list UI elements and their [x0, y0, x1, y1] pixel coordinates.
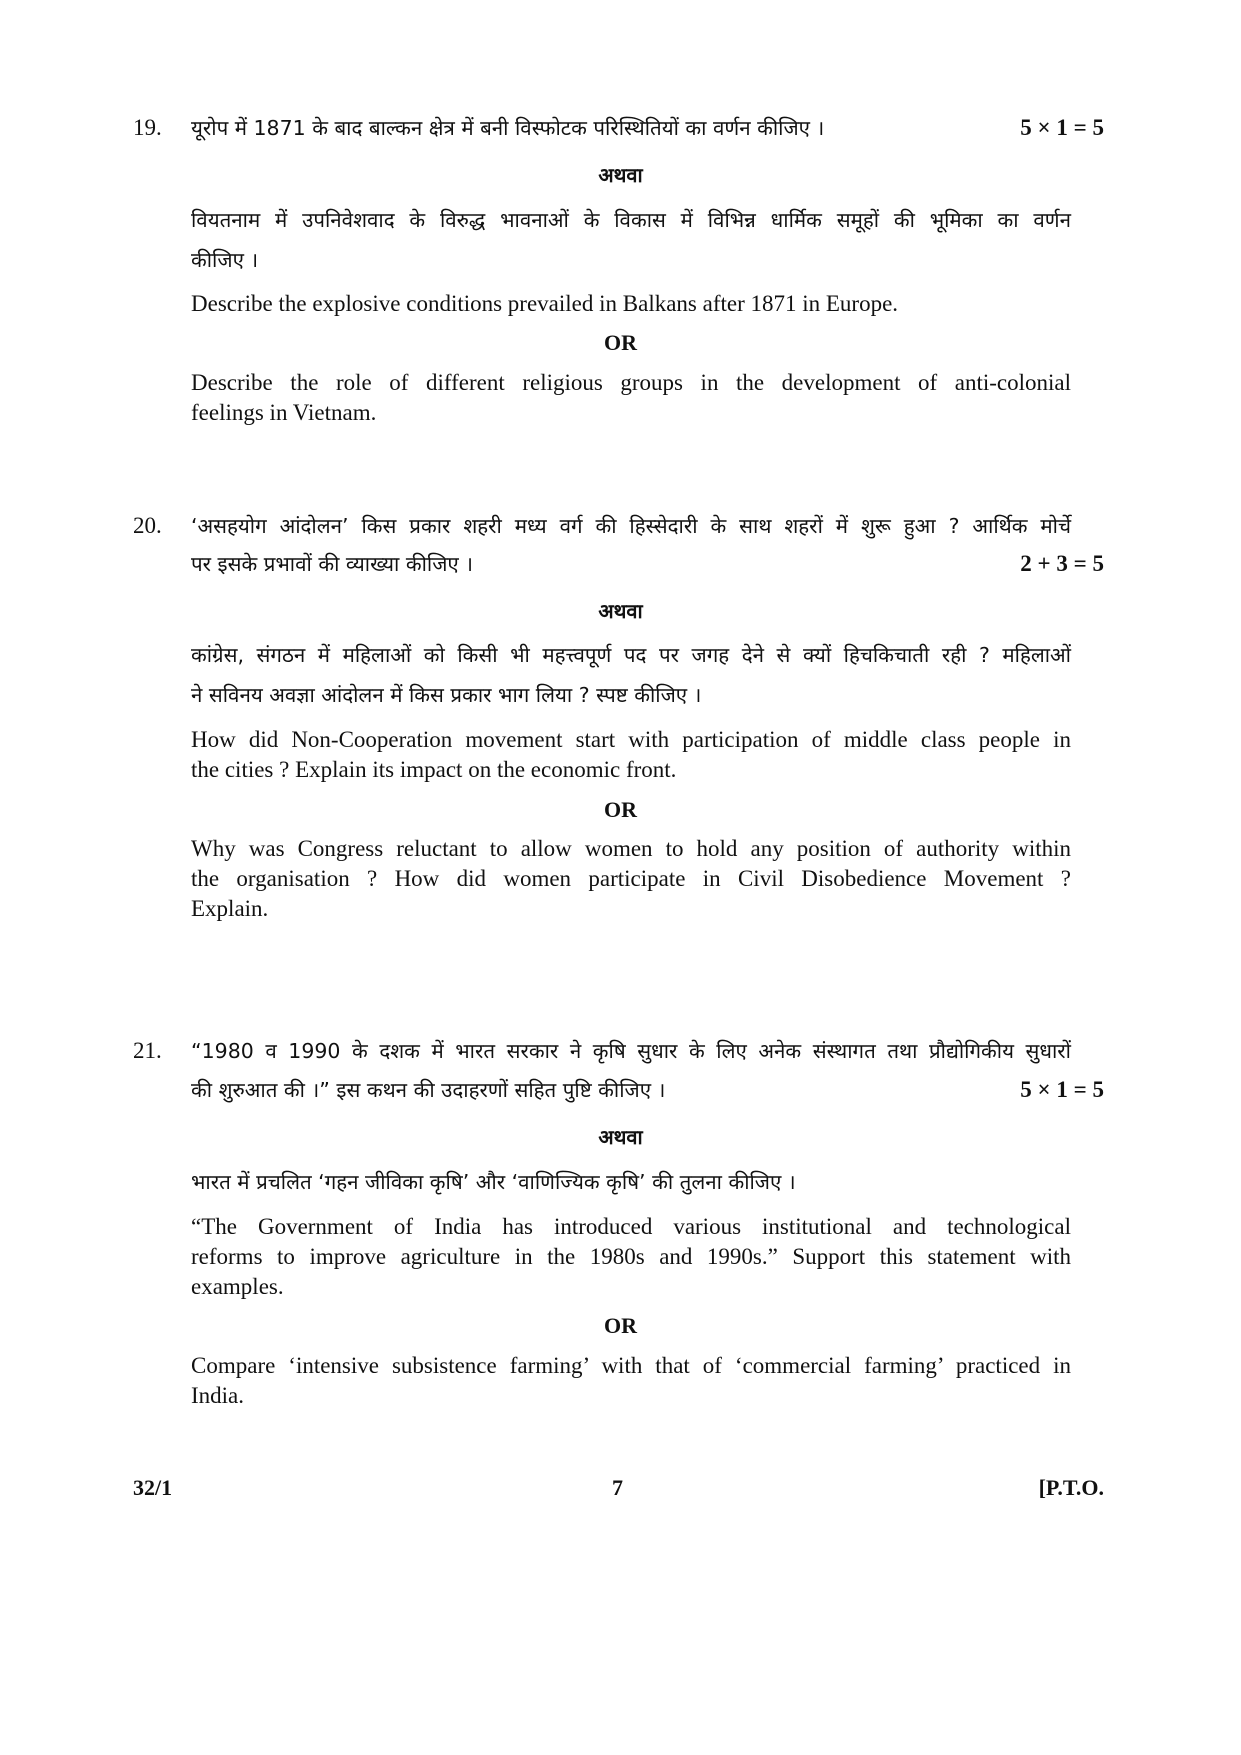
marks-allocation: 5 × 1 = 5 — [1020, 115, 1104, 140]
hindi-question-line: पर इसके प्रभावों की व्याख्या कीजिए । — [191, 552, 474, 576]
please-turn-over: [P.T.O. — [1038, 1475, 1104, 1500]
hindi-question-line: की शुरुआत की ।” इस कथन की उदाहरणों सहित पुष्टि कीजिए । — [191, 1078, 666, 1102]
question-number: 21. — [133, 1038, 162, 1063]
hindi-question-line: यूरोप में 1871 के बाद बाल्कन क्षेत्र में बनी विस्फोटक परिस्थितियों का वर्णन कीजिए । — [191, 116, 825, 140]
english-question-line: How did Non-Cooperation movement start with participation of middle class people in — [191, 727, 1071, 752]
or-divider-english: OR — [604, 1313, 637, 1338]
english-alternative-line: India. — [191, 1383, 245, 1408]
or-divider-english: OR — [604, 330, 637, 355]
hindi-alternative-line: वियतनाम में उपनिवेशवाद के विरुद्ध भावनाओं के विकास में विभिन्न धार्मिक समूहों की भूमिका का वर्णन — [191, 208, 1071, 232]
english-question-line: the cities ? Explain its impact on the economic front. — [191, 757, 677, 782]
or-divider-hindi: अथवा — [598, 163, 643, 187]
english-question-line: Describe the explosive conditions prevailed in Balkans after 1871 in Europe. — [191, 291, 899, 316]
page-number: 7 — [612, 1475, 623, 1500]
or-divider-hindi: अथवा — [598, 599, 643, 623]
english-alternative-line: Explain. — [191, 896, 269, 921]
question-number: 20. — [133, 513, 162, 538]
hindi-alternative-line: कीजिए । — [191, 248, 259, 272]
english-question-line: reforms to improve agriculture in the 1980s and 1990s.” Support this statement with — [191, 1244, 1071, 1269]
question-number: 19. — [133, 115, 162, 140]
marks-allocation: 2 + 3 = 5 — [1020, 551, 1104, 576]
english-question-line: “The Government of India has introduced various institutional and technological — [191, 1214, 1071, 1239]
hindi-alternative-line: कांग्रेस, संगठन में महिलाओं को किसी भी महत्त्वपूर्ण पद पर जगह देने से क्यों हिचकिचाती रही ? महिलाओं — [191, 643, 1071, 667]
english-alternative-line: the organisation ? How did women participate in Civil Disobedience Movement ? — [191, 866, 1071, 891]
hindi-question-line: “1980 व 1990 के दशक में भारत सरकार ने कृषि सुधार के लिए अनेक संस्थागत तथा प्रौद्योगिकीय सुधारों — [191, 1039, 1071, 1063]
or-divider-hindi: अथवा — [598, 1125, 643, 1149]
english-question-line: examples. — [191, 1274, 284, 1299]
english-alternative-line: Why was Congress reluctant to allow women to hold any position of authority within — [191, 836, 1071, 861]
english-alternative-line: feelings in Vietnam. — [191, 400, 377, 425]
hindi-alternative-line: ने सविनय अवज्ञा आंदोलन में किस प्रकार भाग लिया ? स्पष्ट कीजिए । — [191, 683, 702, 707]
english-alternative-line: Describe the role of different religious groups in the development of anti-colonial — [191, 370, 1071, 395]
paper-code: 32/1 — [133, 1475, 173, 1500]
english-alternative-line: Compare ‘intensive subsistence farming’ with that of ‘commercial farming’ practiced in — [191, 1353, 1071, 1378]
marks-allocation: 5 × 1 = 5 — [1020, 1077, 1104, 1102]
hindi-alternative-line: भारत में प्रचलित ‘गहन जीविका कृषि’ और ‘वाणिज्यिक कृषि’ की तुलना कीजिए । — [191, 1170, 796, 1194]
hindi-question-line: ‘असहयोग आंदोलन’ किस प्रकार शहरी मध्य वर्ग की हिस्सेदारी के साथ शहरों में शुरू हुआ ? आर्थिक मोर्चे — [191, 514, 1071, 538]
or-divider-english: OR — [604, 797, 637, 822]
